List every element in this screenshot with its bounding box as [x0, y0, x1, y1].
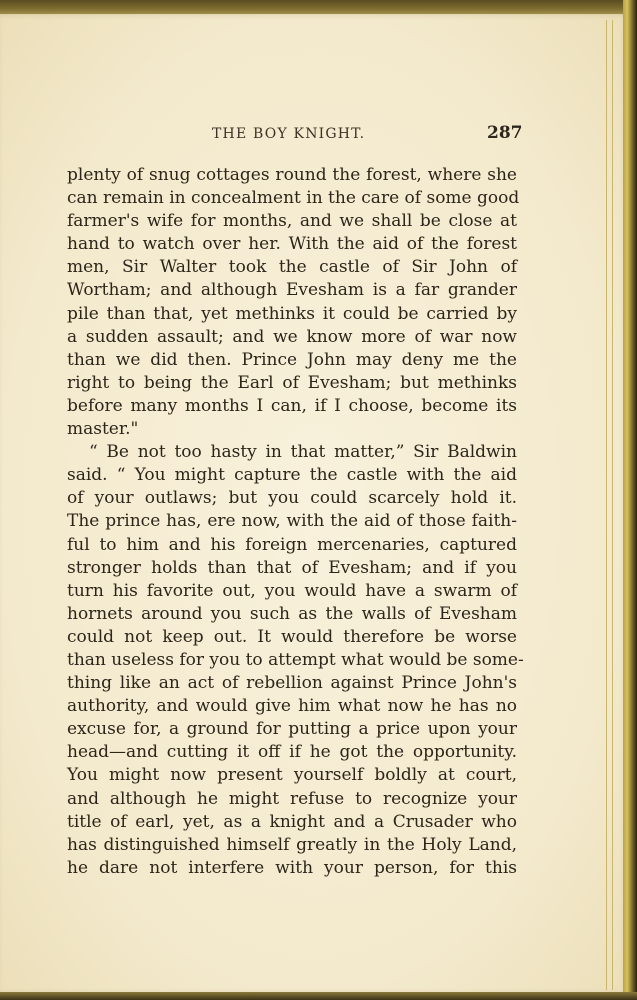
page-edge-line: [606, 20, 607, 990]
book-bottom-edge: [0, 992, 637, 1000]
body-text: [67, 164, 524, 880]
text-line: You might now present yourself boldly at court,: [67, 765, 517, 786]
text-line: pile than that, yet methinks it could be carried by: [67, 303, 517, 324]
text-line: thing like an act of rebellion against Prince John's: [67, 673, 517, 694]
text-line: title of earl, yet, as a knight and a Crusader who: [67, 811, 517, 832]
text-line: excuse for, a ground for putting a price upon your: [67, 719, 517, 740]
book-right-edge: [623, 0, 637, 1000]
text-line: said. “ You might capture the castle with the aid: [67, 465, 517, 486]
text-line: can remain in concealment in the care of some good: [67, 188, 520, 209]
page-header: [0, 123, 628, 147]
text-line: head—and cutting it off if he got the opportunity.: [67, 742, 517, 763]
page-number: 287: [487, 123, 523, 143]
text-line: than useless for you to attempt what would be some-: [67, 649, 524, 670]
text-line: men, Sir Walter took the castle of Sir John of: [67, 257, 517, 278]
page-edge-line: [612, 20, 613, 990]
text-line: a sudden assault; and we know more of war now: [67, 326, 517, 347]
text-line: master.": [67, 419, 139, 440]
text-line: “ Be not too hasty in that matter,” Sir Baldwin: [89, 442, 517, 463]
text-line: ful to him and his foreign mercenaries, captured: [67, 534, 517, 555]
text-line: farmer's wife for months, and we shall be close at: [67, 211, 517, 232]
text-line: before many months I can, if I choose, become its: [67, 395, 517, 416]
text-line: could not keep out. It would therefore be worse: [67, 626, 517, 647]
running-title: THE BOY KNIGHT.: [212, 126, 366, 142]
book-page: [0, 14, 628, 994]
text-line: hornets around you such as the walls of Evesham: [67, 603, 517, 624]
text-line: turn his favorite out, you would have a swarm of: [67, 580, 517, 601]
text-line: The prince has, ere now, with the aid of those faith-: [67, 511, 517, 532]
text-line: has distinguished himself greatly in the Holy Land,: [67, 834, 517, 855]
text-line: plenty of snug cottages round the forest, where she: [67, 165, 517, 185]
text-line: he dare not interfere with your person, for this: [67, 857, 517, 878]
text-line: authority, and would give him what now he has no: [67, 696, 517, 717]
text-line: right to being the Earl of Evesham; but methinks: [67, 372, 517, 393]
text-line: than we did then. Prince John may deny me the: [67, 349, 517, 370]
text-line: Wortham; and although Evesham is a far grander: [67, 280, 517, 301]
text-line: stronger holds than that of Evesham; and if you: [67, 557, 517, 578]
text-line: and although he might refuse to recognize your: [67, 788, 517, 809]
text-line: hand to watch over her. With the aid of the forest: [67, 234, 517, 255]
text-line: of your outlaws; but you could scarcely hold it.: [67, 488, 517, 509]
